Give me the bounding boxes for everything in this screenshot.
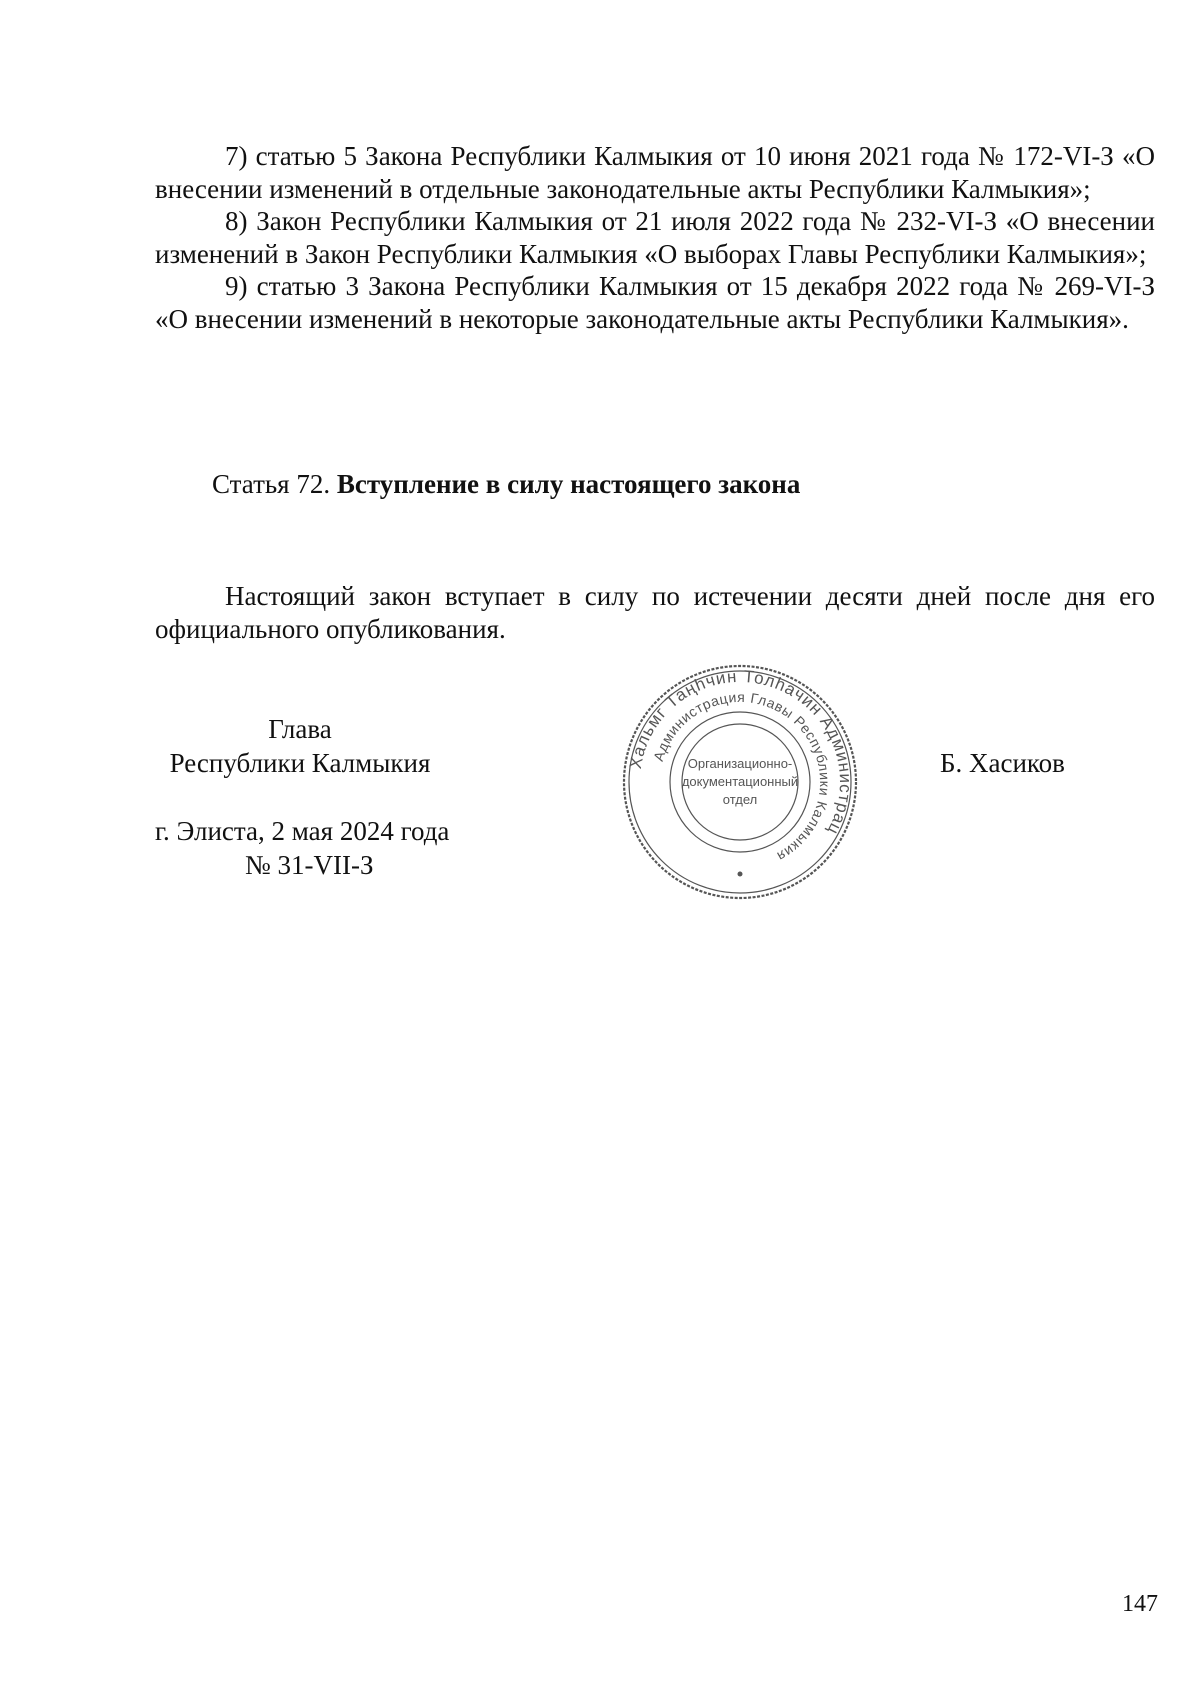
- seal-center-line-2: документационный: [681, 774, 799, 789]
- paragraph-item-9: 9) статью 3 Закона Республики Калмыкия от 15 декабря 2022 года № 269-VI-З «О внесении изменений в некоторые законодательные акты Республики Калмыкия».: [155, 271, 1155, 334]
- page-number: 147: [1122, 1591, 1158, 1617]
- seal-inner-text: Администрация Главы Республики Калмыкия: [649, 688, 834, 866]
- document-body: [155, 140, 1155, 335]
- entry-into-force-paragraph: Настоящий закон вступает в силу по истечении десяти дней после дня его официального опубликования.: [155, 581, 1155, 644]
- seal-outer-text: Хальмг Таңһчин Толһачин Администрац: [625, 666, 856, 839]
- seal-center-line-3: отдел: [722, 792, 758, 807]
- article-title: Вступление в силу настоящего закона: [336, 469, 801, 499]
- paragraph-item-7: 7) статью 5 Закона Республики Калмыкия от 10 июня 2021 года № 172-VI-З «О внесении изменений в отдельные законодательные акты Республики Калмыкия»;: [155, 141, 1155, 204]
- signatory-title-line-1: Глава: [268, 714, 332, 744]
- signatory-title: [155, 712, 445, 780]
- place-and-date: [155, 814, 485, 882]
- signer-name: Б. Хасиков: [940, 748, 1065, 778]
- paragraph-item-8: 8) Закон Республики Калмыкия от 21 июля 2022 года № 232-VI-З «О внесении изменений в Закон Республики Калмыкия «О выборах Главы Республики Калмыкия»;: [155, 206, 1155, 269]
- seal-star-icon: [738, 872, 743, 877]
- article-number: Статья 72.: [212, 469, 337, 499]
- article-heading: [212, 468, 800, 500]
- seal-center-line-1: Организационно-: [687, 756, 793, 771]
- place-date-line: г. Элиста, 2 мая 2024 года: [155, 816, 450, 846]
- official-seal-stamp: [620, 662, 860, 902]
- signatory-title-line-2: Республики Калмыкия: [169, 748, 431, 778]
- law-number: № 31-VII-З: [245, 850, 374, 880]
